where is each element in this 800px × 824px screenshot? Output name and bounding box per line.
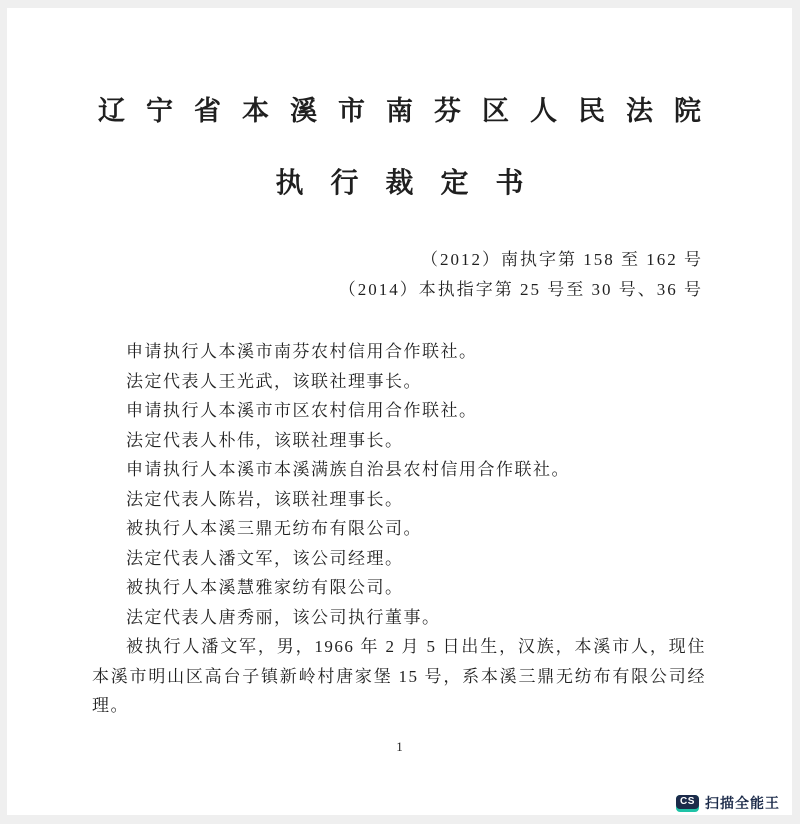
camscanner-logo-icon xyxy=(676,795,699,812)
page-number: 1 xyxy=(396,739,403,754)
camscanner-logo-text: CS xyxy=(676,795,699,809)
body-paragraph: 被执行人本溪三鼎无纺布有限公司。 xyxy=(126,519,422,538)
body-paragraph: 法定代表人潘文军，该公司经理。 xyxy=(126,548,404,568)
court-name-heading: 辽宁省本溪市南芬区人民法院 xyxy=(98,96,722,126)
body-paragraph: 法定代表人朴伟，该联社理事长。 xyxy=(126,430,404,450)
body-paragraph: 法定代表人王光武，该联社理事长。 xyxy=(126,371,422,391)
camscanner-watermark xyxy=(676,793,780,813)
document-page xyxy=(7,8,792,815)
camscanner-app-name: 扫描全能王 xyxy=(705,795,780,811)
body-paragraph: 申请执行人本溪市南芬农村信用合作联社。 xyxy=(126,342,478,361)
case-number-line: （2014）本执指字第 25 号至 30 号、36 号 xyxy=(338,280,703,299)
case-number-line: （2012）南执字第 158 至 162 号 xyxy=(421,250,703,269)
body-paragraph: 法定代表人唐秀丽，该公司执行董事。 xyxy=(126,607,441,627)
body-paragraph: 被执行人本溪慧雅家纺有限公司。 xyxy=(126,578,404,597)
document-title: 执行裁定书 xyxy=(275,168,551,199)
body-paragraph: 申请执行人本溪市本溪满族自治县农村信用合作联社。 xyxy=(126,460,570,479)
document-body xyxy=(7,337,792,721)
case-number-block xyxy=(7,245,792,305)
body-paragraph: 法定代表人陈岩，该联社理事长。 xyxy=(126,489,404,509)
body-paragraph: 申请执行人本溪市市区农村信用合作联社。 xyxy=(126,401,478,420)
body-paragraph: 被执行人潘文军，男，1966 年 2 月 5 日出生，汉族，本溪市人，现住本溪市明山区高台子镇新岭村唐家堡 15 号，系本溪三鼎无纺布有限公司经理。 xyxy=(92,637,706,715)
